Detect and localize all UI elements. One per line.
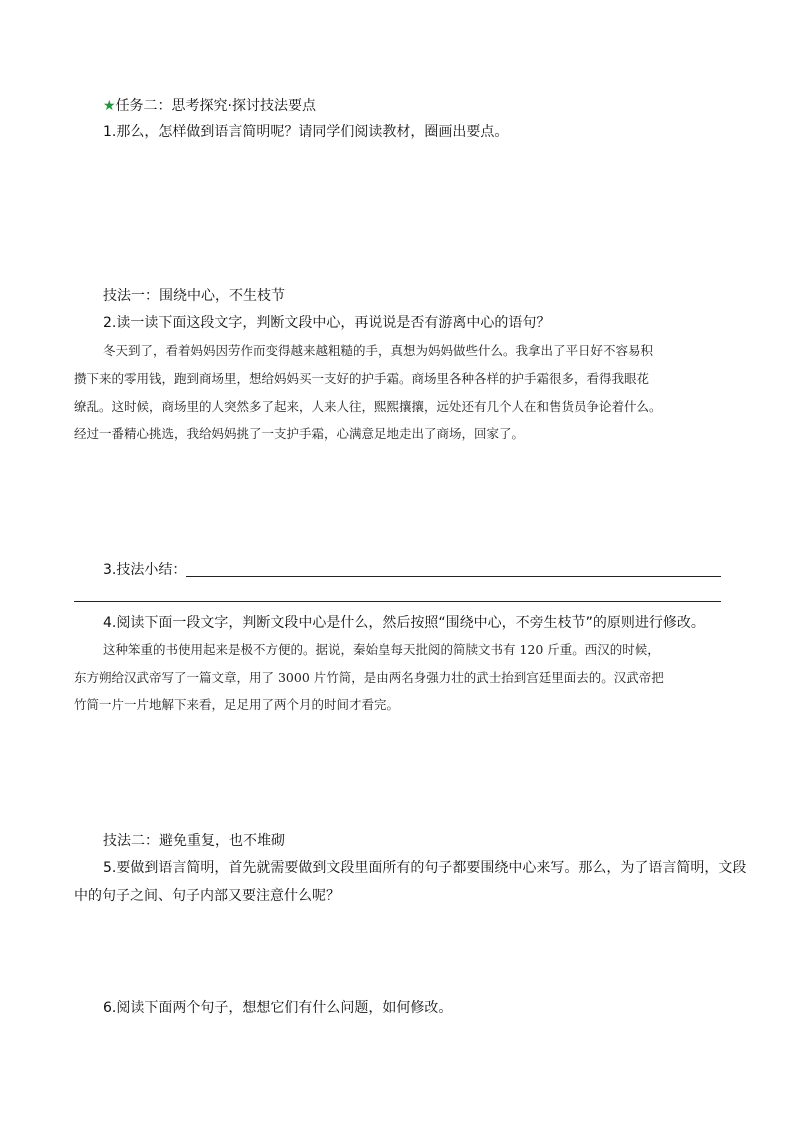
question-5-line: 中的句子之间、句子内部又要注意什么呢？	[74, 888, 340, 904]
star-icon: ★	[103, 98, 116, 114]
passage-2-line: 东方朔给汉武帝写了一篇文章，用了 3000 片竹简，是由两名身强力壮的武士抬到宫廷里面去的。汉武帝把	[74, 670, 664, 685]
method-2-heading: 技法二：避免重复，也不堆砌	[103, 833, 285, 849]
question-5-line: 5.要做到语言简明，首先就需要做到文段里面所有的句子都要围绕中心来写。那么，为了语言简明，文段	[103, 860, 747, 876]
passage-1-line: 经过一番精心挑选，我给妈妈挑了一支护手霜，心满意足地走出了商场，回家了。	[74, 426, 525, 441]
question-2: 2.读一读下面这段文字，判断文段中心，再说说是否有游离中心的语句？	[103, 315, 551, 331]
question-1: 1.那么，怎样做到语言简明呢？请同学们阅读教材，圈画出要点。	[103, 124, 509, 140]
passage-2-line: 竹简一片一片地解下来看，足足用了两个月的时间才看完。	[74, 697, 400, 712]
question-4: 4.阅读下面一段文字，判断文段中心是什么，然后按照“围绕中心，不旁生枝节”的原则进行修改。	[103, 615, 705, 631]
answer-line[interactable]	[74, 601, 721, 602]
question-3-label: 3.技法小结：	[103, 562, 187, 578]
passage-1-line: 冬天到了，看着妈妈因劳作而变得越来越粗糙的手，真想为妈妈做些什么。我拿出了平日好不容易积	[103, 343, 654, 358]
passage-1-line: 缭乱。这时候，商场里的人突然多了起来，人来人往，熙熙攘攘，远处还有几个人在和售货员争论着什么。	[74, 399, 662, 414]
passage-1-line: 攒下来的零用钱，跑到商场里，想给妈妈买一支好的护手霜。商场里各种各样的护手霜很多，看得我眼花	[74, 371, 650, 386]
task2-title: 任务二：思考探究·探讨技法要点	[115, 98, 317, 114]
passage-2-line: 这种笨重的书使用起来是极不方便的。据说，秦始皇每天批阅的简牍文书有 120 斤重。西汉的时候，	[103, 642, 660, 657]
question-6: 6.阅读下面两个句子，想想它们有什么问题，如何修改。	[103, 1000, 453, 1016]
method-1-heading: 技法一：围绕中心，不生枝节	[103, 288, 285, 304]
task2-heading	[103, 96, 316, 116]
answer-line[interactable]	[186, 576, 721, 577]
